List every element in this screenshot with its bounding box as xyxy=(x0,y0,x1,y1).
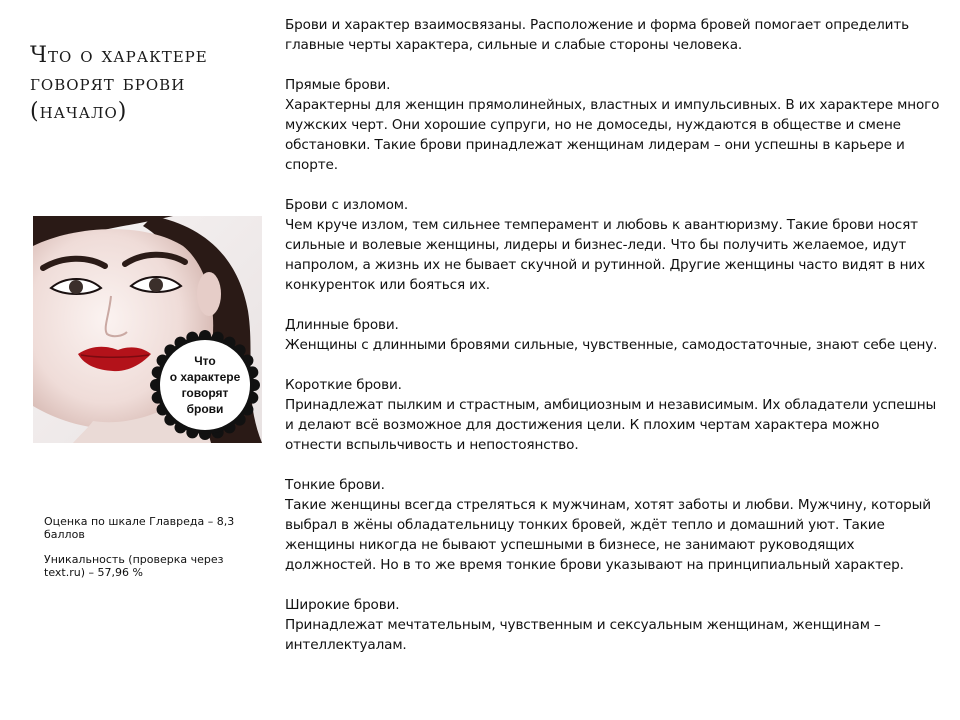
section-heading: Длинные брови. xyxy=(285,317,399,333)
article-body xyxy=(285,15,940,675)
section-4 xyxy=(285,475,940,575)
section-5 xyxy=(285,595,940,655)
section-text: Такие женщины всегда стреляться к мужчинам, хотят заботы и любви. Мужчину, который выбрал в жёны обладательницу тонких бровей, ждёт тепло и домашний уют. Такие женщины никогда не бывают успешными в бизнесе, не занимают руководящих должностей. Но в то же время тонкие брови указывают на принципиальный характер. xyxy=(285,497,931,573)
uniqueness-score: Уникальность (проверка через text.ru) – 57,96 % xyxy=(44,553,224,579)
section-3 xyxy=(285,375,940,455)
section-1 xyxy=(285,195,940,295)
topic-badge xyxy=(150,330,260,440)
section-text: Женщины с длинными бровями сильные, чувственные, самодостаточные, знают себе цену. xyxy=(285,337,938,353)
section-text: Принадлежат пылким и страстным, амбициозным и независимым. Их обладатели успешны и делают всё возможное для достижения цели. К плохим чертам характера можно отнести вспыльчивость и непостоянство. xyxy=(285,397,937,453)
glavred-rating: Оценка по шкале Главреда – 8,3 баллов xyxy=(44,515,235,541)
text-metrics xyxy=(44,515,244,591)
section-heading: Прямые брови. xyxy=(285,77,391,93)
section-2 xyxy=(285,315,940,355)
page-title: Что о характере говорят брови (начало) xyxy=(30,43,208,124)
section-text: Принадлежат мечтательным, чувственным и сексуальным женщинам, женщинам – интеллектуалам. xyxy=(285,617,881,653)
section-0 xyxy=(285,75,940,175)
intro-paragraph: Брови и характер взаимосвязаны. Расположение и форма бровей помогает определить главные черты характера, сильные и слабые стороны человека. xyxy=(285,17,909,53)
section-text: Чем круче излом, тем сильнее темперамент и любовь к авантюризму. Такие брови носят сильные и волевые женщины, лидеры и бизнес-леди. Что бы получить желаемое, идут напролом, а жизнь их не бывает скучной и рутинной. Другие женщины часто видят в них конкуренток или бояться их. xyxy=(285,217,925,293)
section-heading: Тонкие брови. xyxy=(285,477,385,493)
sections-list xyxy=(285,75,940,655)
section-text: Характерны для женщин прямолинейных, властных и импульсивных. В их характере много мужских черт. Они хорошие супруги, но не домоседы, нуждаются в обществе и смене обстановки. Такие брови принадлежат женщинам лидерам – они успешны в карьере и спорте. xyxy=(285,97,940,173)
section-heading: Широкие брови. xyxy=(285,597,400,613)
badge-text: Что о характере говорят брови xyxy=(169,354,241,416)
section-heading: Короткие брови. xyxy=(285,377,402,393)
section-heading: Брови с изломом. xyxy=(285,197,409,213)
